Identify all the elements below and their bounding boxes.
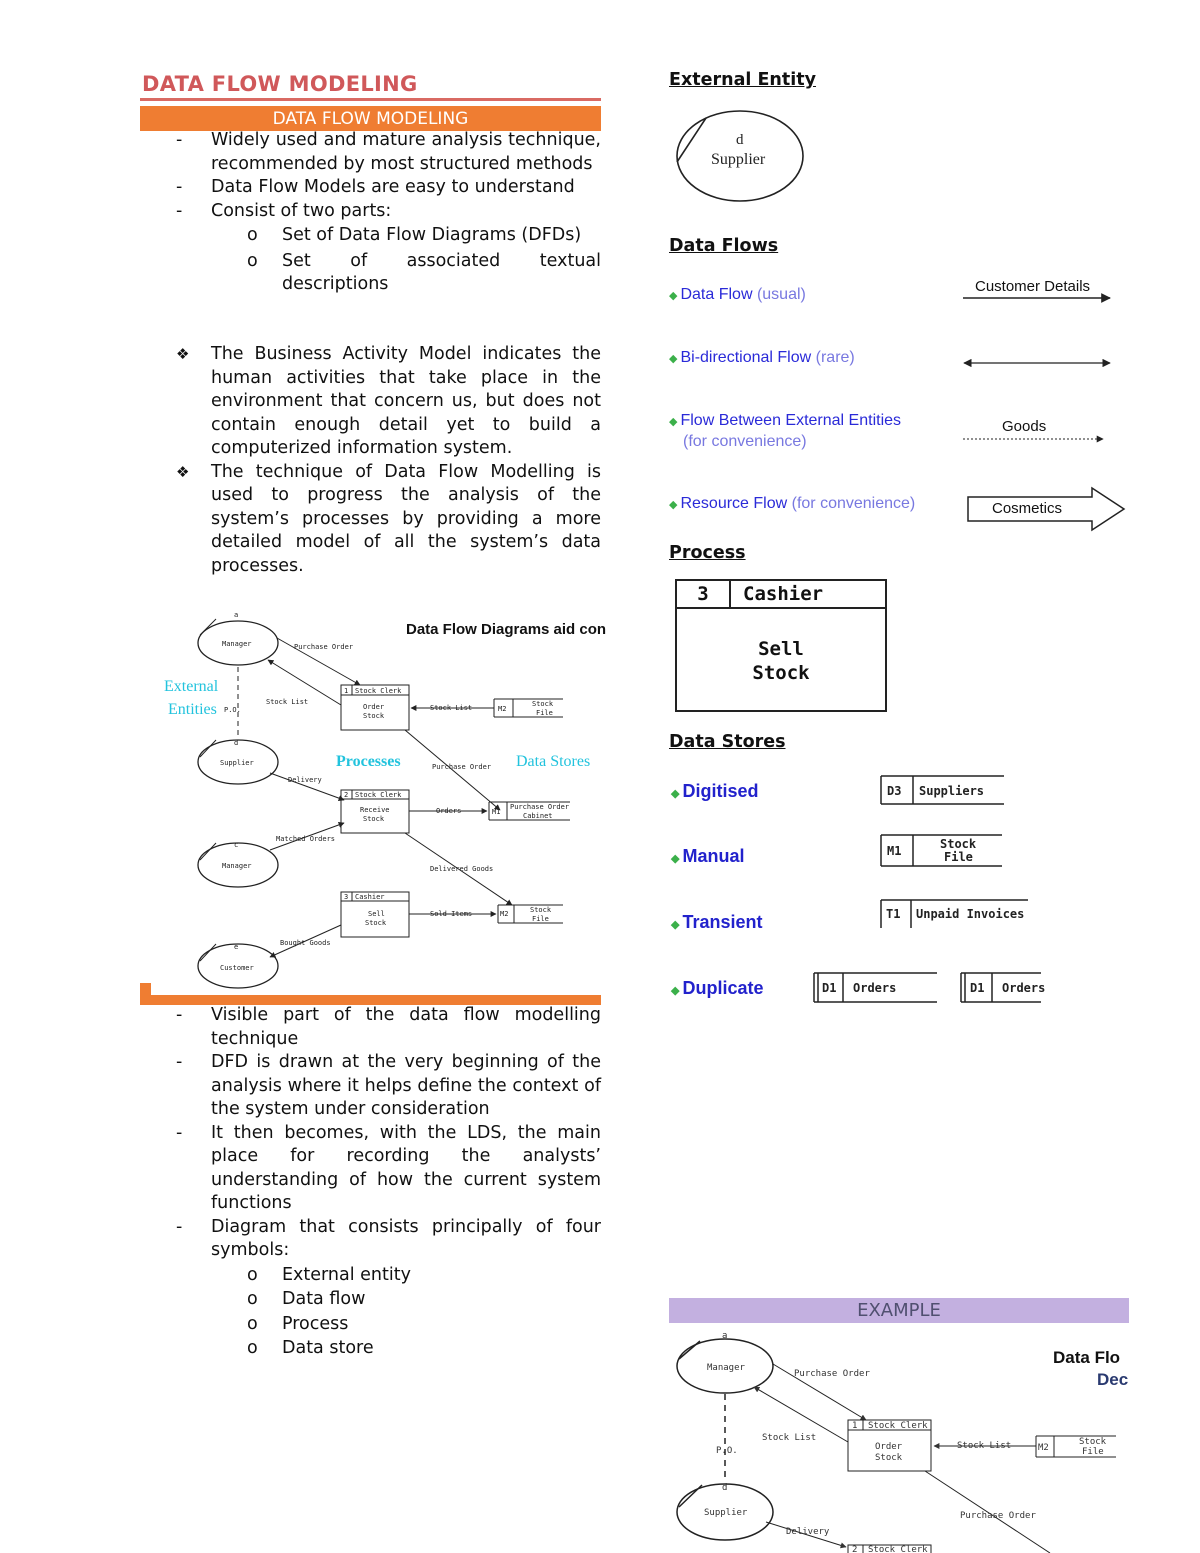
flow-label: Sold Items	[430, 910, 473, 918]
legend-resource-flow	[669, 495, 915, 513]
flow-label: Purchase Order	[294, 643, 354, 651]
list-item	[140, 1216, 601, 1263]
process-number: 1	[852, 1421, 858, 1431]
flow-label: Stock List	[266, 698, 309, 706]
dash-bullet: -	[176, 1005, 183, 1025]
dash-bullet: -	[176, 1122, 183, 1143]
list-item-text: DFD is drawn at the very beginning of the analysis where it helps define the context of the system under consideration	[211, 1052, 601, 1119]
store-name: File	[944, 850, 973, 864]
paragraph	[140, 461, 601, 579]
entity-code: e	[234, 943, 239, 951]
process-number: 2	[344, 791, 349, 799]
store-name: File	[1082, 1447, 1104, 1457]
data-store-symbols	[805, 770, 1045, 1010]
circle-bullet: o	[247, 1264, 258, 1285]
flow-label: Delivery	[288, 776, 322, 784]
store-name: Stock	[1079, 1437, 1107, 1447]
bullet-icon: ◆	[669, 499, 678, 511]
store-id: M2	[1038, 1443, 1049, 1453]
flow-label: Stock List	[957, 1441, 1012, 1451]
circle-bullet: o	[247, 225, 258, 245]
flow-label: Customer Details	[975, 278, 1091, 295]
process-actor: Stock Clerk	[868, 1421, 928, 1431]
flow-label: Matched Orders	[276, 835, 336, 843]
store-id: D3	[887, 784, 902, 798]
list-item	[140, 1122, 601, 1216]
flow-label: Stock List	[430, 704, 473, 712]
store-name: Cabinet	[523, 812, 553, 820]
sub-item-text: Data store	[282, 1338, 374, 1358]
dfd-example-diagram	[160, 605, 620, 990]
dash-bullet: -	[176, 177, 183, 197]
list-item-text: Consist of two parts:	[211, 200, 392, 221]
store-type-text: Manual	[682, 846, 745, 866]
entity-corner	[200, 944, 216, 961]
store-type-duplicate	[671, 978, 764, 999]
heading-process: Process	[669, 543, 746, 563]
entity-label: Customer	[220, 964, 254, 972]
process-name: Stock	[365, 919, 387, 927]
flow-label: Cosmetics	[992, 500, 1063, 517]
store-name: Purchase Order	[510, 803, 570, 811]
store-type-manual	[671, 846, 744, 867]
circle-bullet: o	[247, 1289, 258, 1309]
store-type-text: Transient	[682, 912, 763, 932]
store-type-text: Digitised	[682, 781, 759, 801]
flow-label: Purchase Order	[432, 763, 492, 771]
store-name: Suppliers	[919, 784, 985, 798]
section-bar-data-flow-diagrams	[140, 983, 601, 1005]
store-name: Stock	[532, 700, 554, 708]
legend-note: (usual)	[756, 286, 806, 303]
circle-bullet: o	[247, 250, 258, 271]
list-item-text: Visible part of the data flow modelling technique	[211, 1005, 601, 1049]
process-name: Order	[875, 1442, 903, 1452]
bullet-icon: ◆	[669, 416, 678, 428]
paragraph-text: The technique of Data Flow Modelling is used to progress the analysis of the system’s processes by providing a more detailed model of all the system’s data processes.	[211, 461, 601, 576]
sub-item-text: Set of Data Flow Diagrams (DFDs)	[282, 225, 582, 245]
process-actor: Stock Clerk	[355, 791, 402, 799]
legend-bidirectional-flow	[669, 349, 855, 367]
legend-external-flow	[669, 412, 901, 430]
sub-item-text: Process	[282, 1313, 349, 1334]
process-name: Sell	[368, 910, 385, 918]
dash-bullet: -	[176, 200, 183, 221]
entity-label: Manager	[222, 862, 252, 870]
heading-external-entity: External Entity	[669, 70, 817, 90]
label-entities: Entities	[168, 701, 217, 718]
legend-note: (for convenience)	[791, 495, 916, 512]
legend-text: Bi-directional Flow	[680, 349, 812, 366]
circle-bullet: o	[247, 1313, 258, 1334]
process-actor: Stock Clerk	[355, 687, 402, 695]
page-title: DATA FLOW MODELING	[142, 72, 418, 96]
process-number: 2	[852, 1545, 858, 1553]
entity-corner	[200, 619, 216, 635]
process-name: Order	[363, 703, 385, 711]
store-id: M2	[498, 705, 507, 713]
flow-label: Purchase Order	[960, 1511, 1036, 1521]
paragraph-list	[140, 343, 601, 578]
store-type-transient	[671, 912, 763, 933]
bullet-icon: ◆	[671, 853, 680, 865]
label-processes: Processes	[336, 753, 401, 770]
flow-label: Bought Goods	[280, 939, 331, 947]
legend-text: Resource Flow	[680, 495, 788, 512]
bullet-icon: ◆	[669, 353, 678, 365]
entity-code: d	[722, 1483, 728, 1493]
entity-label: Supplier	[704, 1508, 748, 1518]
flow-label: Stock List	[762, 1433, 817, 1443]
process-actor: Stock Clerk	[868, 1545, 928, 1553]
legend-note: (rare)	[815, 349, 855, 366]
sub-item-text: Data flow	[282, 1289, 366, 1309]
diamond-bullet-icon: ❖	[176, 462, 190, 481]
diagram-subheading: Dec	[1097, 1370, 1129, 1389]
store-id: M1	[492, 808, 501, 816]
sub-list-item	[140, 1264, 601, 1288]
external-entity-symbol	[670, 108, 810, 204]
list-item-text: It then becomes, with the LDS, the main place for recording the analysts’ understanding of how the current system functions	[211, 1122, 601, 1213]
sub-item-text: Set of associated textual descriptions	[282, 250, 601, 294]
dash-bullet: -	[176, 1216, 183, 1237]
list-item	[140, 200, 601, 224]
sub-list-item	[140, 1337, 601, 1361]
store-id: D1	[970, 981, 985, 995]
flow-label: P.O.	[716, 1446, 738, 1456]
entity-label: Manager	[707, 1363, 745, 1373]
store-name: Orders	[853, 981, 897, 995]
process-name: Stock	[363, 712, 385, 720]
bullet-icon: ◆	[671, 985, 680, 997]
list-item-text: Data Flow Models are easy to understand	[211, 177, 575, 197]
example-bar: EXAMPLE	[669, 1298, 1129, 1323]
flow-label: Goods	[1002, 418, 1047, 435]
entity-corner	[679, 1341, 700, 1359]
section1-list	[140, 129, 601, 297]
entity-code: a	[722, 1332, 728, 1341]
label-external: External	[164, 678, 219, 695]
store-name: Stock	[940, 837, 977, 851]
list-item	[140, 129, 601, 176]
diagram-heading: Data Flow Diagrams aid con	[406, 621, 607, 638]
flow-label: Delivery	[786, 1527, 830, 1537]
sub-list-item	[140, 250, 601, 297]
label-data-stores: Data Stores	[516, 753, 591, 770]
legend-external-flow-note	[683, 433, 807, 451]
store-id: M2	[500, 910, 509, 918]
process-symbol	[675, 579, 887, 712]
entity-code: d	[234, 739, 239, 747]
entity-label: Supplier	[220, 759, 254, 767]
flow-label: Purchase Order	[794, 1369, 870, 1379]
heading-data-stores: Data Stores	[669, 732, 786, 752]
bullet-icon: ◆	[671, 919, 680, 931]
entity-code: d	[736, 132, 744, 148]
store-name: Orders	[1002, 981, 1045, 995]
legend-text: Flow Between External Entities	[680, 412, 902, 429]
process-name: Stock	[363, 815, 385, 823]
store-name: Stock	[530, 906, 552, 914]
circle-bullet: o	[247, 1338, 258, 1358]
flow-symbols	[955, 272, 1130, 537]
process-number: 3	[344, 893, 349, 901]
store-name: Unpaid Invoices	[916, 907, 1025, 921]
store-name: File	[536, 709, 553, 717]
bullet-icon: ◆	[669, 290, 678, 302]
dash-bullet: -	[176, 130, 183, 150]
entity-code: a	[234, 611, 239, 619]
section2-list	[140, 1004, 601, 1361]
list-item-text: Diagram that consists principally of four symbols:	[211, 1216, 601, 1260]
list-item	[140, 1051, 601, 1122]
sub-list-item	[140, 1313, 601, 1337]
list-item	[140, 176, 601, 200]
process-number: 1	[344, 687, 349, 695]
sub-list-item	[140, 224, 601, 248]
entity-corner	[200, 843, 216, 860]
store-type-text: Duplicate	[682, 978, 764, 998]
process-name: Receive	[360, 806, 390, 814]
diagram-heading: Data Flo	[1053, 1348, 1121, 1367]
dash-bullet: -	[176, 1052, 183, 1072]
store-id: M1	[887, 844, 902, 858]
bullet-icon: ◆	[671, 788, 680, 800]
heading-data-flows: Data Flows	[669, 236, 779, 256]
entity-label: Manager	[222, 640, 252, 648]
legend-text: Data Flow	[680, 286, 753, 303]
section-bar-text: DATA FLOW DIAGRAMS	[273, 983, 468, 1000]
entity-name: Supplier	[711, 151, 766, 168]
entity-corner	[200, 740, 216, 757]
entity-code: c	[234, 841, 239, 849]
sub-item-text: External entity	[282, 1264, 411, 1285]
diamond-bullet-icon: ❖	[176, 345, 190, 363]
process-name-line1: Sell	[758, 638, 804, 660]
store-type-digitised	[671, 781, 758, 802]
flow-label: Delivered Goods	[430, 865, 494, 873]
paragraph-text: The Business Activity Model indicates the human activities that take place in the environment that concern us, but does not contain enough detail yet to build a computerized information system.	[211, 344, 601, 458]
legend-data-flow	[669, 286, 806, 304]
process-actor: Cashier	[731, 581, 885, 609]
process-name-line2: Stock	[752, 662, 810, 684]
flow-label: P.O.	[224, 706, 241, 714]
section-bar-data-flow-modeling: DATA FLOW MODELING	[140, 106, 601, 131]
list-item-text: Widely used and mature analysis technique, recommended by most structured methods	[211, 130, 601, 174]
process-actor: Cashier	[355, 893, 385, 901]
legend-note: (for convenience)	[683, 433, 807, 450]
paragraph	[140, 343, 601, 461]
entity-corner	[679, 1485, 702, 1507]
store-name: File	[532, 915, 549, 923]
store-id: D1	[822, 981, 837, 995]
process-name: Stock	[875, 1453, 903, 1463]
flow-label: Orders	[436, 807, 462, 815]
list-item	[140, 1004, 601, 1051]
example-dfd-diagram	[670, 1332, 1130, 1553]
process-number: 3	[677, 581, 731, 609]
sub-list-item	[140, 1288, 601, 1312]
title-rule	[140, 98, 601, 101]
store-id: T1	[886, 907, 901, 921]
